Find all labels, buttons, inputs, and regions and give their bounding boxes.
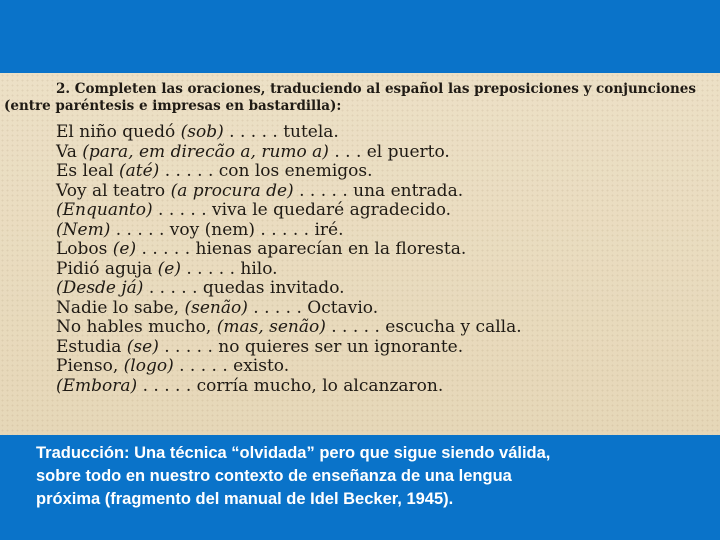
textbook-scan <box>0 73 720 435</box>
exercise-text: . . . . . con los enemigos. <box>159 161 373 181</box>
exercise-line <box>56 221 706 241</box>
exercise-text: Voy al teatro <box>56 180 171 201</box>
exercise-text: . . . . . voy (nem) . . . . . iré. <box>110 219 344 240</box>
exercise-prompt: (e) <box>157 258 181 279</box>
exercise-line <box>56 162 706 182</box>
exercise-line <box>56 182 706 202</box>
exercise-text: . . . . . tutela. <box>223 122 339 142</box>
exercise-text: Pidió aguja <box>56 258 158 279</box>
instruction-line: 2. Completen las oraciones, traduciendo al español las preposiciones y conjunciones <box>56 81 696 97</box>
exercise-prompt: (Nem) <box>56 219 111 240</box>
exercise-text: . . . . . Octavio. <box>247 297 379 318</box>
exercise-text: . . . . . una entrada. <box>293 180 464 201</box>
exercise-prompt: (para, em direcão a, rumo a) <box>82 141 329 162</box>
exercise-text: . . . . . quedas invitado. <box>143 278 345 298</box>
exercise-line <box>56 318 706 338</box>
exercise-text: Lobos <box>56 239 113 259</box>
exercise-line <box>56 123 706 143</box>
exercise-prompt: (mas, senão) <box>216 317 326 337</box>
exercise-text: . . . el puerto. <box>328 141 450 162</box>
exercise-text: . . . . . hienas aparecían en la floresta. <box>136 239 467 259</box>
exercise-line <box>56 299 706 319</box>
exercise-prompt: (logo) <box>123 356 174 376</box>
exercise-text: Es leal <box>56 161 120 181</box>
exercise-text: Nadie lo sabe, <box>56 297 185 318</box>
caption-line: Traducción: Una técnica “olvidada” pero que sigue siendo válida, <box>36 444 551 462</box>
exercise-text: . . . . . no quieres ser un ignorante. <box>158 336 464 357</box>
instruction-line: (entre paréntesis e impresas en bastardilla): <box>4 98 342 114</box>
exercise-text: Estudia <box>56 336 127 357</box>
exercise-line <box>56 357 706 377</box>
slide-caption <box>36 442 706 511</box>
caption-line: próxima (fragmento del manual de Idel Becker, 1945). <box>36 490 454 508</box>
exercise-text: . . . . . hilo. <box>180 258 278 279</box>
exercise-text: No hables mucho, <box>56 317 217 337</box>
exercise-prompt: (Desde já) <box>56 278 144 298</box>
exercise-prompt: (sob) <box>180 122 224 142</box>
exercise-text: . . . . . escucha y calla. <box>325 317 522 337</box>
exercise-list <box>56 123 706 396</box>
exercise-text: El niño quedó <box>56 122 181 142</box>
exercise-line <box>56 143 706 163</box>
exercise-prompt: (senão) <box>184 297 248 318</box>
exercise-line <box>56 279 706 299</box>
exercise-line <box>56 377 706 397</box>
exercise-text: . . . . . viva le quedaré agradecido. <box>152 200 452 220</box>
exercise-text: . . . . . existo. <box>173 356 290 376</box>
exercise-instruction <box>4 81 716 115</box>
exercise-prompt: (Enquanto) <box>56 200 153 220</box>
exercise-line <box>56 338 706 358</box>
exercise-prompt: (e) <box>112 239 137 259</box>
exercise-text: Pienso, <box>56 356 124 376</box>
exercise-prompt: (até) <box>119 161 160 181</box>
exercise-line <box>56 260 706 280</box>
exercise-prompt: (se) <box>126 336 159 357</box>
exercise-line <box>56 201 706 221</box>
exercise-line <box>56 240 706 260</box>
caption-line: sobre todo en nuestro contexto de enseñanza de una lengua <box>36 467 512 485</box>
exercise-text: Va <box>56 141 83 162</box>
exercise-prompt: (Embora) <box>56 375 138 396</box>
exercise-text: . . . . . corría mucho, lo alcanzaron. <box>137 375 444 396</box>
exercise-prompt: (a procura de) <box>170 180 294 201</box>
